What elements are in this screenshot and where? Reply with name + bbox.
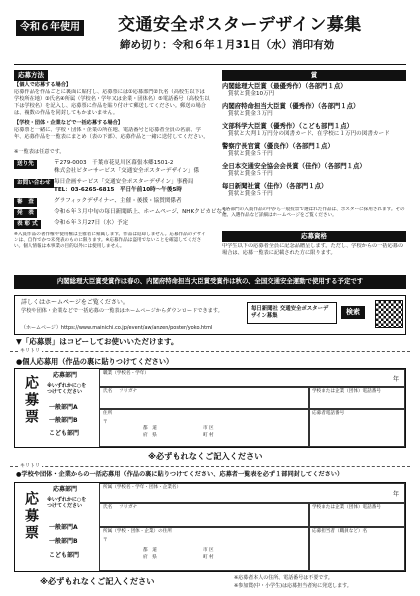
form2-tel2-label: 応募担当者（職員など）名 <box>312 529 368 534</box>
announce-text: 令和６年３月中旬の毎日新聞紙上、ホームページ、NHKクビカビなど <box>54 209 228 215</box>
form2-pref: 都 道 <box>143 548 157 553</box>
qr-code-icon <box>375 300 403 328</box>
entry-text: 中学生以下の応募者全員に記念品贈呈します。ただし、学校からの一括応募の場合は、応募一覧表に記載された方に限ります。 <box>222 243 404 256</box>
deadline-text: 締め切り：令和６年１月31日（水）消印有効 <box>120 39 335 51</box>
form2-dept-label: 応募部門 <box>53 486 78 493</box>
prize-reward: 賞状と賞金５千円 <box>228 171 273 177</box>
cut-label-1: キリトリ <box>20 348 41 354</box>
section-heading-entry: 応募資格 <box>222 231 406 242</box>
copy-note: ▼「応募票」はコピーしてお使いいただけます。 <box>16 337 179 346</box>
ceremony-text: 令和６年３月27日（水）予定 <box>54 220 129 226</box>
note-text: ※一覧表は任意です。 <box>14 149 65 155</box>
prize-title: 全日本交通安全協会会長賞（佳作）（各部門１点） <box>222 162 366 170</box>
download-url[interactable]: （ホームページ）https://www.mainichi.co.jp/event/aw/anzen/poster/yoko.html <box>21 325 213 331</box>
prize-title: 毎日新聞社賞（佳作）（各部門１点） <box>222 182 328 190</box>
prize-reward: 賞状と大判１万円分の図書カード、在学校に１万円の図書カード <box>228 131 390 137</box>
header-divider <box>14 64 406 65</box>
label-address: 送り先 <box>14 160 37 169</box>
form2-footnote-1: ※応募者本人の住所、電話番号は不要です。 <box>234 575 333 581</box>
prize-title: 警察庁長官賞（優良作）（各部門１点） <box>222 142 334 150</box>
form2-city: 市 区 <box>203 548 214 553</box>
form2-zip-mark: 〒 <box>103 538 108 543</box>
prize-reward: 賞状と賞金５千円 <box>228 191 273 197</box>
form2-dept-a[interactable]: 一般部門A <box>49 524 78 531</box>
contact-line-1: 毎日企画サービス「交通安全ポスターデザイン」事務局 <box>54 179 194 185</box>
prize-reward: 賞状と賞金５千円 <box>228 151 273 157</box>
form2-name-label: 氏名 <box>103 505 113 510</box>
form1-circle-note: ※いずれかに○をつけてください <box>47 383 87 395</box>
form1-pref2: 府 県 <box>143 433 157 438</box>
section-heading-method: 応募方法 <box>14 70 48 81</box>
form1-tel2-label: 応募者電話番号 <box>312 411 345 416</box>
school-text: 応募票と一緒に、学校・団体・企業の所在地、電話番号と応募者全員の名前、学年、応募作品を一覧表にまとめ（表の下部）、応募作品と一緒に送付してください。 <box>14 127 209 140</box>
form1-dept-c[interactable]: こども部門 <box>49 430 80 437</box>
label-contact: お問い合わせ <box>14 179 54 188</box>
form1-dept-b[interactable]: 一般部門B <box>49 417 78 424</box>
prize-title: 内閣総理大臣賞（最優秀作）（各部門１点） <box>222 82 347 90</box>
form2-school-label: 所属（学校名・学年・団体・企業名） <box>103 485 182 490</box>
form2-furigana: フリガナ <box>119 505 138 510</box>
search-button[interactable]: 検索 <box>341 306 365 319</box>
form1-furigana: フリガナ <box>119 389 138 394</box>
prize-reward: 賞状と賞金３万円 <box>228 111 273 117</box>
form2-address-label: 所属（学校・団体・企業）の住所 <box>103 529 172 534</box>
form1-pref: 都 道 <box>143 426 157 431</box>
form2-year-mark: 年 <box>393 491 400 498</box>
form2-circle-note: ※いずれかに○をつけてください <box>47 497 87 509</box>
prize-note: ※各部門の入賞作品の中から一般投票で選ばれた作品は、ポスターに採用されます。その他、入選作品など詳細はホームページをご覧ください。 <box>222 207 405 218</box>
info-column <box>14 70 228 270</box>
school-heading: 【学校・団体・企業などで一括応募する場合】 <box>14 120 123 126</box>
individual-entry-form <box>14 368 406 448</box>
year-tag: 令和６年使用 <box>16 20 84 36</box>
judge-text: グラフィックデザイナー、主催・後援・協賛関係者 <box>54 198 182 204</box>
form2-dept-c[interactable]: こども部門 <box>49 552 80 559</box>
address-line-1: 〒279-0003 千葉市花見川区幕張本郷1501-2 <box>54 160 174 166</box>
form1-zip-mark: 〒 <box>103 420 108 425</box>
general-heading: 【個人で応募する場合】 <box>14 82 72 88</box>
cut-label-2: キリトリ <box>20 463 41 469</box>
form2-vertical-label: 応募票 <box>23 491 39 542</box>
form1-dept-label: 応募部門 <box>53 372 78 379</box>
form1-school-label: 職業（学校名・学年） <box>103 371 149 376</box>
download-text-2: 学校や団体・企業などで一括応募の一覧表はホームページからダウンロードできます。 <box>21 308 223 314</box>
group-entry-form <box>14 482 406 572</box>
section-heading-prize: 賞 <box>222 70 406 81</box>
form2-pref2: 府 県 <box>143 555 157 560</box>
form1-vertical-label: 応募票 <box>23 375 39 426</box>
form2-footer: ※必ずもれなくご記入ください <box>40 576 155 586</box>
form1-city: 市 区 <box>203 426 214 431</box>
form2-heading: ●学校や団体・企業からの一括応募用（作品の裏に貼りつけてください、応募者一覧表を必ず１部同封してください） <box>16 471 344 478</box>
fine-print: ※入賞作品の著作権や使用権は主催者に帰属します。作品は返却しません。応募作品のデザインは、自作でかつ未発表のものに限ります。※応募作品は盗用でないことを確認してください。個人情報は本事業の目的以外には使用しません。 <box>14 232 206 249</box>
label-announce: 発 表 <box>14 209 37 218</box>
site-name-box: 毎日新聞社 交通安全ポスターデザイン募集 <box>247 302 337 324</box>
form2-city2: 町 村 <box>203 555 214 560</box>
label-judge: 審 査 <box>14 198 37 207</box>
download-box <box>14 295 406 335</box>
form1-year-mark: 年 <box>393 376 400 383</box>
form1-tel-label: 学校または企業（団体）電話番号 <box>312 389 381 394</box>
contact-line-2: TEL：03-6265-6815 平日午前10時〜午後5時 <box>54 187 182 193</box>
form1-footer: ※必ずもれなくご記入ください <box>148 451 263 461</box>
form1-dept-a[interactable]: 一般部門A <box>49 404 78 411</box>
form1-heading: ●個人応募用（作品の裏に貼りつけてください） <box>16 357 174 366</box>
form2-footnote-2: ※参加賞(中・小学生)は応募担当者宛に発送します。 <box>234 583 352 589</box>
form2-dept-b[interactable]: 一般部門B <box>49 538 78 545</box>
form1-city2: 町 村 <box>203 433 214 438</box>
form1-name-label: 氏名 <box>103 389 113 394</box>
prize-title: 文部科学大臣賞（優秀作）（こども部門１点） <box>222 122 354 130</box>
prize-column <box>222 70 406 270</box>
prize-reward: 賞状と賞金10万円 <box>228 91 275 97</box>
usage-banner: 内閣総理大臣賞受賞作は春の、内閣府特命担当大臣賞受賞作は秋の、全国交通安全運動で使用する予定です <box>14 275 406 289</box>
label-ceremony: 表 彰 式 <box>14 220 41 229</box>
download-text-1: 詳しくはホームページをご覧ください。 <box>21 299 129 306</box>
page-title: 交通安全ポスターデザイン募集 <box>118 15 362 35</box>
form1-address-label: 住所 <box>103 411 113 416</box>
address-line-2: 株式会社ピターサービス「交通安全ポスターデザイン」係 <box>54 168 200 174</box>
form2-tel-label: 学校または企業（団体）電話番号 <box>312 505 381 510</box>
general-text: 応募作品を作品ごとに裏面に貼付し、応募票には①応募部門②氏名（高校生以下は学校所在地）③氏名④所属（学校名・学年又は企業・団体名）⑤電話番号（高校生以下は学校名）を記入し、応募票に作品を貼り付けて郵送してください。郵送の場合は、複数の作品を同封してもかまいません。 <box>14 89 210 116</box>
prize-title: 内閣府特命担当大臣賞（優秀作）（各部門１点） <box>222 102 360 110</box>
